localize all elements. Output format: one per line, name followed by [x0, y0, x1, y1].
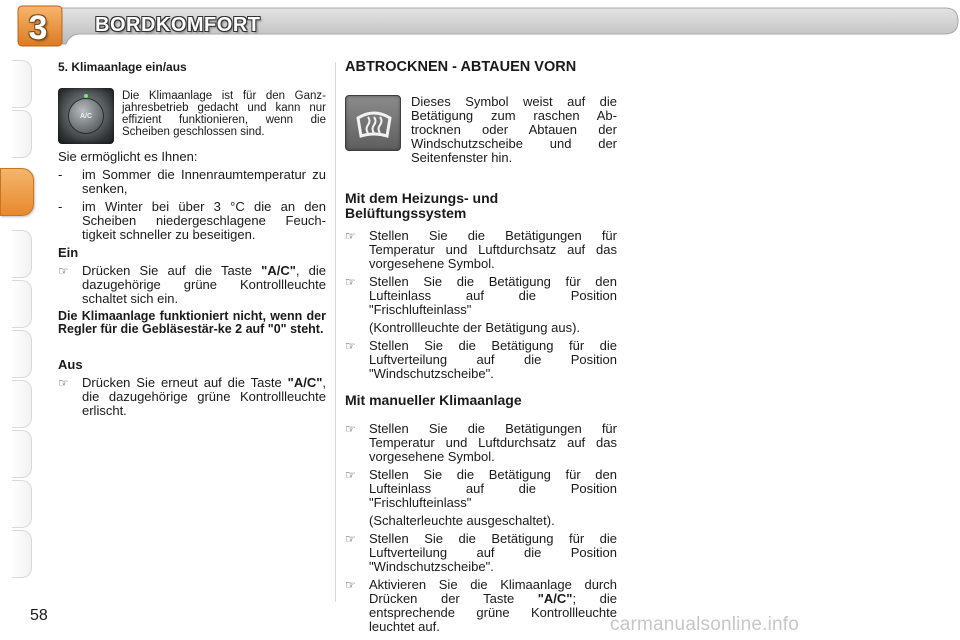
chapter-tab-1[interactable] [12, 60, 32, 108]
list-item [345, 532, 617, 574]
pointing-hand-icon: ☞ [58, 264, 69, 278]
chapter-tab-2[interactable] [12, 110, 32, 158]
list-item [58, 200, 326, 242]
list-item [58, 264, 326, 306]
chapter-title: BORDKOMFORT [95, 14, 261, 36]
right-column [345, 60, 617, 638]
list-item-text: im Sommer die Innenraumtemperatur zu senken, [82, 167, 326, 196]
section-title-ac: 5. Klimaanlage ein/aus [58, 60, 187, 74]
list-item [345, 578, 617, 634]
list-item-text: Drücken Sie erneut auf die Taste "A/C", die dazugehörige grüne Kontrollleuchte erlischt. [82, 375, 326, 418]
left-column [58, 60, 326, 422]
chapter-number-badge: 3 [28, 8, 48, 47]
chapter-tab-10[interactable] [12, 530, 32, 578]
pointing-hand-icon: ☞ [345, 229, 356, 243]
list-item-text: Stellen Sie die Betätigung für die Luftverteilung auf die Position "Windschutzscheibe". [369, 338, 617, 381]
chapter-tabs [0, 60, 36, 580]
pointing-hand-icon: ☞ [345, 275, 356, 289]
page-number: 58 [30, 607, 48, 624]
list-item [345, 229, 617, 271]
pointing-hand-icon: ☞ [345, 339, 356, 353]
list-item [345, 339, 617, 381]
chapter-tab-7[interactable] [12, 380, 32, 428]
ac-description: Die Klimaanlage ist für den Ganz-jahresbetrieb gedacht und kann nur effizient funktionieren, wenn die Scheiben geschlossen sind. [122, 90, 326, 138]
column-divider [335, 62, 336, 602]
ac-button-label: A/C [79, 113, 93, 120]
off-heading: Aus [58, 357, 83, 372]
list-item [58, 376, 326, 418]
chapter-tab-6[interactable] [12, 330, 32, 378]
chapter-tab-5[interactable] [12, 280, 32, 328]
ac-key-label: "A/C" [261, 263, 296, 278]
chapter-tab-3-active[interactable] [0, 168, 34, 216]
pointing-hand-icon: ☞ [345, 578, 356, 592]
chapter-tab-9[interactable] [12, 480, 32, 528]
dash-marker: - [58, 167, 63, 182]
warning-note: Die Klimaanlage funktioniert nicht, wenn der Regler für die Gebläsestär-ke 2 auf "0" steht. [58, 309, 326, 336]
list-item-text: Stellen Sie die Betätigung für den Lufteinlass auf die Position "Frischlufteinlass" [369, 467, 617, 510]
manual-note: (Schalterleuchte ausgeschaltet). [369, 513, 555, 528]
ac-button-photo [58, 88, 114, 144]
watermark: carmanualsonline.info [610, 614, 800, 635]
defrost-button-photo [345, 95, 401, 151]
list-item-text: Aktivieren Sie die Klimaanlage durch Drücken der Taste "A/C"; die entsprechende grüne Kontrollleuchte leuchtet auf. [369, 577, 617, 634]
pointing-hand-icon: ☞ [345, 468, 356, 482]
pointing-hand-icon: ☞ [58, 376, 69, 390]
intro-text: Sie ermöglicht es Ihnen: [58, 149, 198, 164]
manual-ac-heading: Mit manueller Klimaanlage [345, 392, 522, 408]
heating-note: (Kontrollleuchte der Betätigung aus). [369, 320, 581, 335]
heating-heading: Mit dem Heizungs- und Belüftungssystem [345, 190, 499, 221]
defrost-description: Dieses Symbol weist auf die Betätigung zum raschen Ab-trocknen oder Abtauen der Windschutzscheibe und der Seitenfenster hin. [411, 94, 617, 165]
list-item [345, 422, 617, 464]
on-heading: Ein [58, 245, 79, 260]
list-item [345, 275, 617, 317]
ac-key-label: "A/C" [537, 591, 573, 606]
list-item-text: Stellen Sie die Betätigungen für Temperatur und Luftdurchsatz auf das vorgesehene Symbol. [369, 228, 617, 271]
dash-marker: - [58, 199, 63, 214]
section-heading-defrost: ABTROCKNEN - ABTAUEN VORN [345, 59, 577, 75]
list-item-text: Stellen Sie die Betätigung für die Luftverteilung auf die Position "Windschutzscheibe". [369, 531, 617, 574]
defrost-info-row [345, 95, 617, 165]
list-item-text: Stellen Sie die Betätigung für den Lufteinlass auf die Position "Frischlufteinlass" [369, 274, 617, 317]
list-item [58, 168, 326, 196]
list-item [345, 468, 617, 510]
pointing-hand-icon: ☞ [345, 532, 356, 546]
ac-led-icon [84, 94, 88, 98]
chapter-header [0, 0, 960, 48]
ac-info-row [58, 88, 326, 144]
chapter-tab-8[interactable] [12, 430, 32, 478]
pointing-hand-icon: ☞ [345, 422, 356, 436]
chapter-tab-4[interactable] [12, 230, 32, 278]
list-item-text: Drücken Sie auf die Taste "A/C", die dazugehörige grüne Kontrollleuchte schaltet sich ein. [82, 263, 326, 306]
windscreen-defrost-icon [354, 106, 394, 142]
list-item-text: Stellen Sie die Betätigungen für Temperatur und Luftdurchsatz auf das vorgesehene Symbol. [369, 421, 617, 464]
list-item-text: im Winter bei über 3 °C die an den Scheiben niedergeschlagene Feuch-tigkeit schneller zu beseitigen. [82, 199, 326, 242]
ac-key-label: "A/C" [287, 375, 323, 390]
